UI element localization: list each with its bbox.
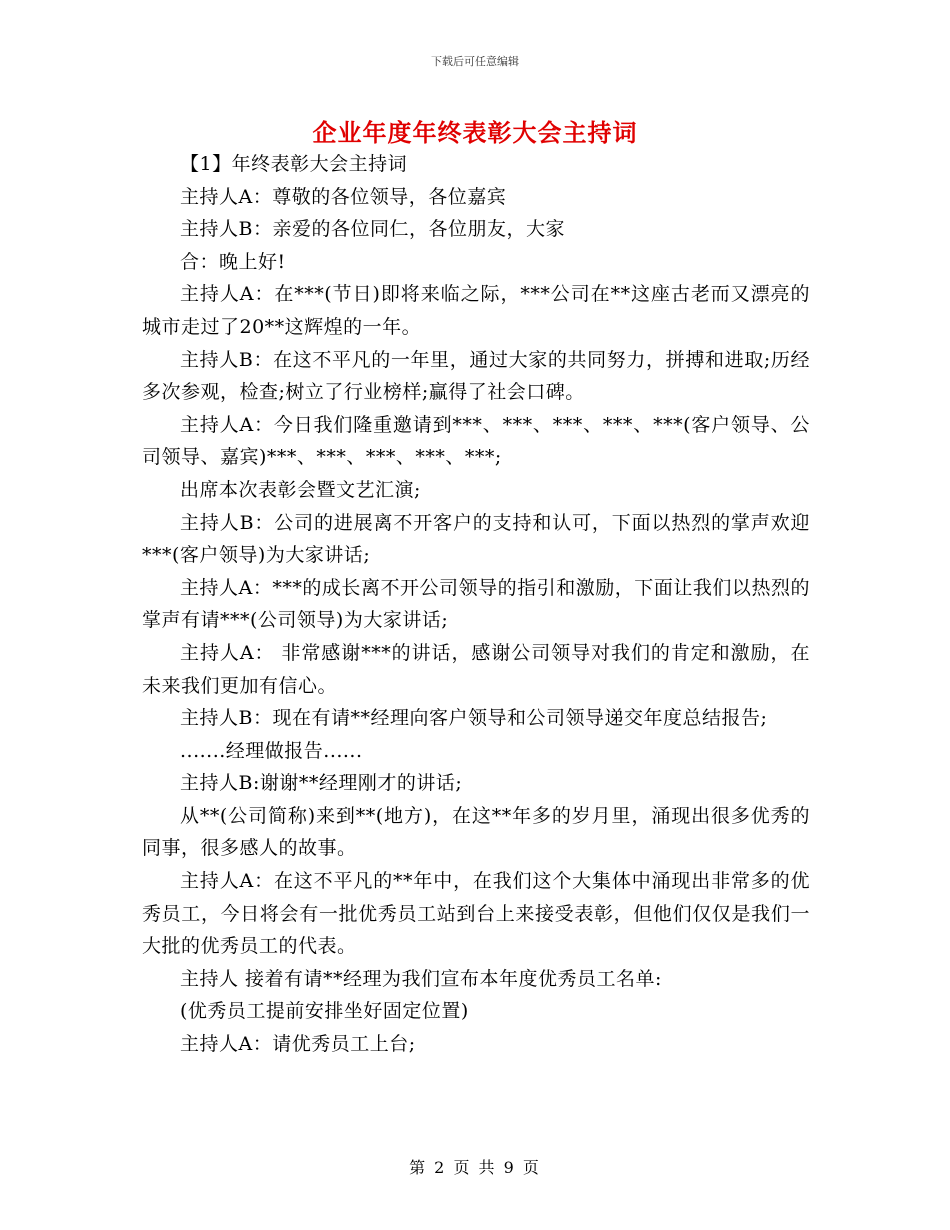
paragraph: 【1】年终表彰大会主持词 <box>180 153 408 175</box>
paragraph: 主持人B：亲爱的各位同仁，各位朋友，大家 <box>180 218 565 241</box>
paragraph: 主持人A：请优秀员工上台; <box>180 1033 416 1056</box>
header-note: 下载后可任意编辑 <box>431 55 519 68</box>
page-footer: 第 2 页 共 9 页 <box>409 1158 541 1177</box>
paragraph: 主持人A：今日我们隆重邀请到***、***、***、***、***(客户领导、公司领导、嘉宾)***、***、***、***、***; <box>142 413 810 469</box>
document-body <box>142 148 810 1061</box>
paragraph: 从**(公司简称)来到**(地方)，在这**年多的岁月里，涌现出很多优秀的同事，很多感人的故事。 <box>142 804 810 860</box>
paragraph: (优秀员工提前安排坐好固定位置) <box>180 1000 469 1023</box>
paragraph: 主持人B：公司的进展离不开客户的支持和认可，下面以热烈的掌声欢迎***(客户领导)为大家讲话; <box>142 511 810 567</box>
paragraph: .......经理做报告...... <box>180 739 363 762</box>
paragraph: 主持人A：在***(节日)即将来临之际，***公司在**这座古老而又漂亮的城市走过了20**这辉煌的一年。 <box>142 283 810 338</box>
paragraph: 主持人A：尊敬的各位领导，各位嘉宾 <box>180 185 507 208</box>
paragraph: 主持人 接着有请**经理为我们宣布本年度优秀员工名单: <box>180 967 662 990</box>
paragraph: 主持人A： 非常感谢***的讲话，感谢公司领导对我们的肯定和激励，在未来我们更加有信心。 <box>142 641 810 697</box>
paragraph: 主持人A：在这不平凡的**年中，在我们这个大集体中涌现出非常多的优秀员工，今日将会有一批优秀员工站到台上来接受表彰，但他们仅仅是我们一大批的优秀员工的代表。 <box>142 870 810 958</box>
paragraph: 合：晚上好! <box>180 250 286 273</box>
paragraph: 出席本次表彰会暨文艺汇演; <box>180 478 421 501</box>
paragraph: 主持人B:谢谢**经理刚才的讲话; <box>180 772 463 795</box>
document-title: 企业年度年终表彰大会主持词 <box>312 118 638 147</box>
paragraph: 主持人B：现在有请**经理向客户领导和公司领导递交年度总结报告; <box>180 707 768 730</box>
paragraph: 主持人B：在这不平凡的一年里，通过大家的共同努力，拼搏和进取;历经多次参观，检查;树立了行业榜样;赢得了社会口碑。 <box>142 348 810 404</box>
paragraph: 主持人A：***的成长离不开公司领导的指引和激励，下面让我们以热烈的掌声有请***(公司领导)为大家讲话; <box>142 576 810 632</box>
